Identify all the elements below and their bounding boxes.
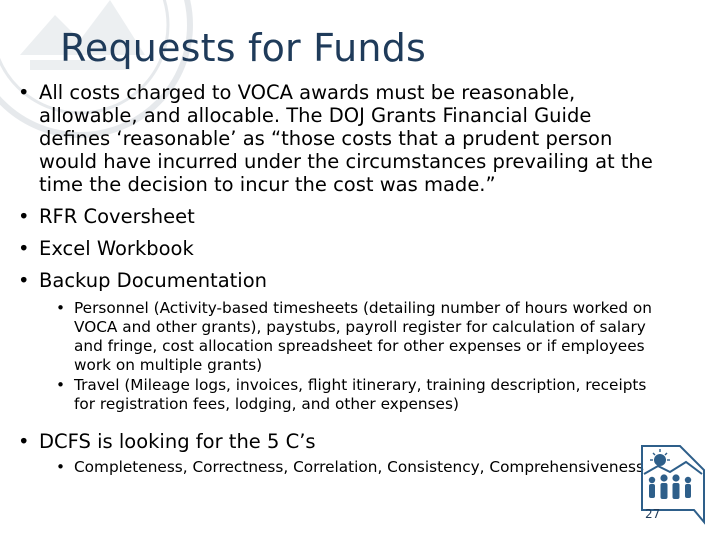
bullet-excel-workbook: • Excel Workbook <box>18 237 658 260</box>
bullet-costs: • All costs charged to VOCA awards must be reasonable, allowable, and allocable. The DOJ Grants Financial Guide defines ‘reasonable’ as “those costs that a prudent person would have incurred under the circumstances prevailing at the time the decision to incur the cost was made.” <box>18 81 658 196</box>
sub-bullet-personnel: • Personnel (Activity-based timesheets (detailing number of hours worked on VOCA and other grants), paystubs, payroll register for calculation of salary and fringe, cost allocation spreadsheet for other expenses or if employees work on multiple grants) <box>56 299 656 375</box>
bullet-backup-documentation: • Backup Documentation <box>18 269 658 292</box>
dcfs-bullet-list <box>18 430 658 453</box>
dcfs-sub-list <box>56 458 656 478</box>
bullet-rfr-coversheet: • RFR Coversheet <box>18 205 658 228</box>
sub-bullet-travel: • Travel (Mileage logs, invoices, flight itinerary, training description, receipts for registration fees, lodging, and other expenses) <box>56 376 656 414</box>
main-bullet-list <box>18 81 658 301</box>
bullet-dcfs: • DCFS is looking for the 5 C’s <box>18 430 658 453</box>
backup-sub-list <box>56 299 656 415</box>
sub-bullet-five-cs: • Completeness, Correctness, Correlation, Consistency, Comprehensiveness <box>56 458 656 477</box>
slide-title: Requests for Funds <box>60 26 427 70</box>
slide-number: 27 <box>645 507 661 521</box>
